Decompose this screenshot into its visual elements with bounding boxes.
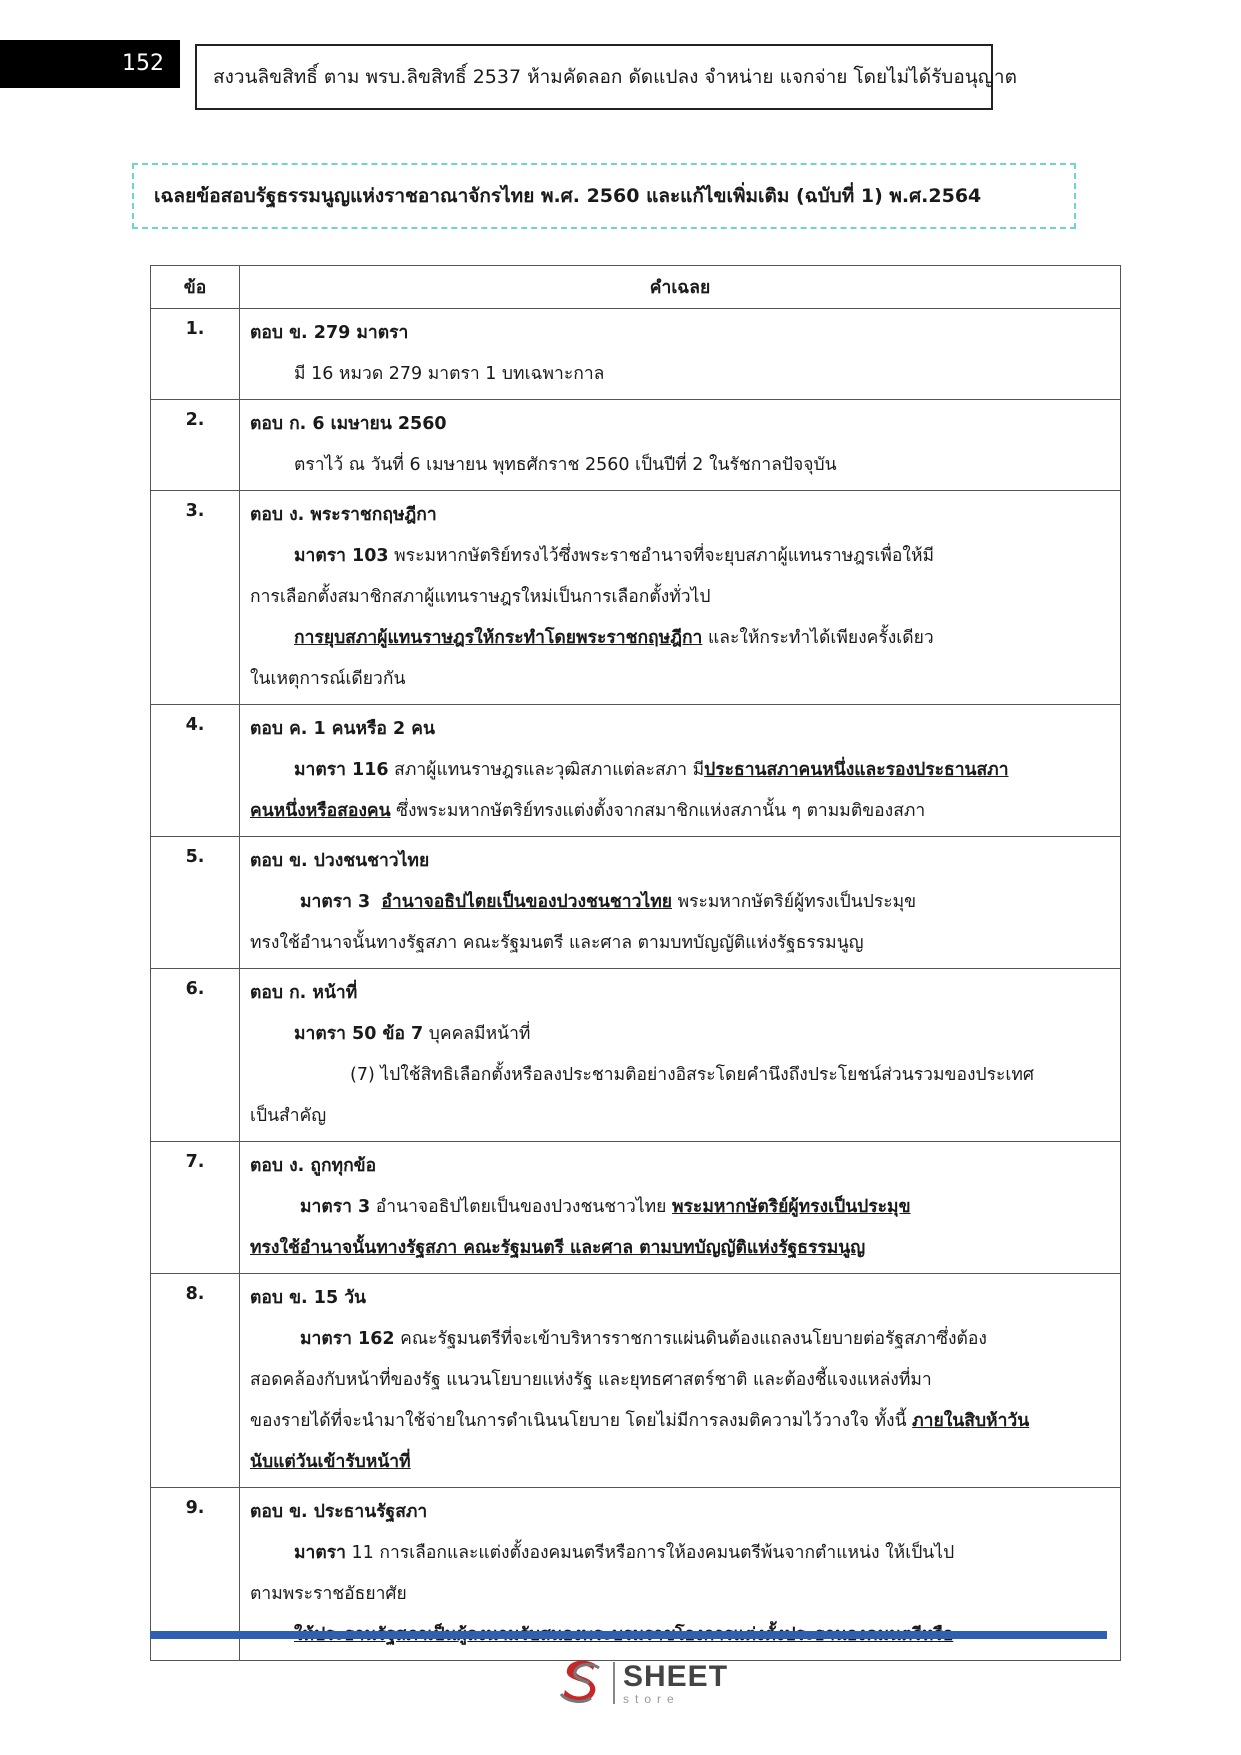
column-header-no: ข้อ — [151, 266, 240, 309]
explanation-line: ทรงใช้อำนาจนั้นทางรัฐสภา คณะรัฐมนตรี และศาล ตามบทบัญญัติแห่งรัฐธรรมนูญ — [250, 1238, 866, 1258]
row-number: 5. — [151, 837, 240, 969]
answer-choice: ตอบ ข. ประธานรัฐสภา — [250, 1502, 428, 1522]
explanation-line: (7) ไปใช้สิทธิเลือกตั้งหรือลงประชามติอย่างอิสระโดยคำนึงถึงประโยชน์ส่วนรวมของประเทศ — [350, 1065, 1035, 1085]
table-row — [151, 1274, 1121, 1488]
explanation-line — [250, 1014, 1110, 1055]
answer-choice: ตอบ ง. พระราชกฤษฎีกา — [250, 505, 437, 525]
section-label: มาตรา 116 — [294, 760, 389, 780]
sheet-logo-icon — [555, 1656, 607, 1710]
row-number: 3. — [151, 491, 240, 705]
section-label: มาตรา 3 — [300, 1197, 371, 1217]
row-answer-cell — [240, 837, 1121, 969]
copyright-notice: สงวนลิขสิทธิ์ ตาม พรบ.ลิขสิทธิ์ 2537 ห้ามคัดลอก ดัดแปลง จำหน่าย แจกจ่าย โดยไม่ได้รับอนุญาต — [195, 44, 993, 110]
section-label: มาตรา 3 — [300, 892, 371, 912]
explanation-line: เป็นสำคัญ — [250, 1106, 327, 1126]
section-label: มาตรา 50 ข้อ 7 — [294, 1024, 424, 1044]
answer-choice: ตอบ ข. 279 มาตรา — [250, 323, 409, 343]
sheet-store-logo — [555, 1658, 728, 1708]
table-row — [151, 309, 1121, 400]
explanation-line — [250, 618, 1110, 659]
logo-subtext: store — [623, 1691, 680, 1706]
explanation-text: อำนาจอธิปไตยเป็นของปวงชนชาวไทย — [370, 1197, 672, 1217]
explanation-text: 11 การเลือกและแต่งตั้งองคมนตรีหรือการให้องคมนตรีพ้นจากตำแหน่ง ให้เป็นไป — [345, 1543, 955, 1563]
table-row — [151, 400, 1121, 491]
explanation-line — [250, 536, 1110, 577]
table-row — [151, 969, 1121, 1142]
explanation-line: สอดคล้องกับหน้าที่ของรัฐ แนวนโยบายแห่งรัฐ และยุทธศาสตร์ชาติ และต้องชี้แจงแหล่งที่มา — [250, 1370, 932, 1390]
answer-choice: ตอบ ก. 6 เมษายน 2560 — [250, 414, 447, 434]
explanation-line: มี 16 หมวด 279 มาตรา 1 บทเฉพาะกาล — [294, 364, 605, 384]
footer-bar — [150, 1631, 1107, 1639]
highlighted-text: ภายในสิบห้าวัน — [912, 1411, 1030, 1431]
answer-choice: ตอบ ข. ปวงชนชาวไทย — [250, 851, 430, 871]
row-number: 4. — [151, 705, 240, 837]
row-number: 8. — [151, 1274, 240, 1488]
highlighted-text: การยุบสภาผู้แทนราษฎรให้กระทำโดยพระราชกฤษฎีกา — [294, 628, 703, 648]
explanation-text: คณะรัฐมนตรีที่จะเข้าบริหารราชการแผ่นดินต้องแถลงนโยบายต่อรัฐสภาซึ่งต้อง — [394, 1329, 987, 1349]
row-number: 6. — [151, 969, 240, 1142]
explanation-line: ในเหตุการณ์เดียวกัน — [250, 669, 406, 689]
row-number: 7. — [151, 1142, 240, 1274]
row-number: 1. — [151, 309, 240, 400]
explanation-line: นับแต่วันเข้ารับหน้าที่ — [250, 1452, 411, 1472]
row-answer-cell — [240, 400, 1121, 491]
answer-choice: ตอบ ข. 15 วัน — [250, 1288, 367, 1308]
row-number: 9. — [151, 1488, 240, 1661]
row-answer-cell — [240, 969, 1121, 1142]
answer-table — [150, 265, 1121, 1661]
row-answer-cell — [240, 309, 1121, 400]
highlighted-text: อำนาจอธิปไตยเป็นของปวงชนชาวไทย — [381, 892, 672, 912]
highlighted-text: ประธานสภาคนหนึ่งและรองประธานสภา — [704, 760, 1009, 780]
answer-choice: ตอบ ง. ถูกทุกข้อ — [250, 1156, 377, 1176]
logo-divider — [613, 1662, 615, 1704]
table-header-row — [151, 266, 1121, 309]
section-label: มาตรา 103 — [294, 546, 389, 566]
explanation-line — [250, 750, 1110, 791]
table-row — [151, 705, 1121, 837]
explanation-text: พระมหากษัตริย์ทรงไว้ซึ่งพระราชอำนาจที่จะยุบสภาผู้แทนราษฎรเพื่อให้มี — [388, 546, 935, 566]
table-row — [151, 1142, 1121, 1274]
explanation-line — [250, 1187, 1110, 1228]
table-row — [151, 837, 1121, 969]
row-number: 2. — [151, 400, 240, 491]
highlighted-text: คนหนึ่งหรือสองคน — [250, 801, 391, 821]
row-answer-cell — [240, 1142, 1121, 1274]
highlighted-text: พระมหากษัตริย์ผู้ทรงเป็นประมุข — [671, 1197, 911, 1217]
row-answer-cell — [240, 705, 1121, 837]
table-row — [151, 491, 1121, 705]
explanation-line: ตราไว้ ณ วันที่ 6 เมษายน พุทธศักราช 2560 เป็นปีที่ 2 ในรัชกาลปัจจุบัน — [294, 455, 837, 475]
row-answer-cell — [240, 491, 1121, 705]
explanation-line: ทรงใช้อำนาจนั้นทางรัฐสภา คณะรัฐมนตรี และศาล ตามบทบัญญัติแห่งรัฐธรรมนูญ — [250, 933, 864, 953]
explanation-text: บุคคลมีหน้าที่ — [423, 1024, 531, 1044]
explanation-line — [250, 882, 1110, 923]
explanation-line — [250, 791, 1110, 832]
explanation-text: สภาผู้แทนราษฎรและวุฒิสภาแต่ละสภา มี — [388, 760, 705, 780]
answer-choice: ตอบ ค. 1 คนหรือ 2 คน — [250, 719, 435, 739]
logo-wordmark: SHEET — [623, 1659, 729, 1693]
page-number: 152 — [0, 40, 180, 88]
explanation-line — [250, 1319, 1110, 1360]
page-title: เฉลยข้อสอบรัฐธรรมนูญแห่งราชอาณาจักรไทย พ.ศ. 2560 และแก้ไขเพิ่มเติม (ฉบับที่ 1) พ.ศ.2564 — [132, 163, 1076, 229]
explanation-line — [250, 1533, 1110, 1574]
section-label: มาตรา — [294, 1543, 346, 1563]
answer-choice: ตอบ ก. หน้าที่ — [250, 983, 358, 1003]
explanation-line — [250, 1401, 1110, 1442]
explanation-text: พระมหากษัตริย์ผู้ทรงเป็นประมุข — [672, 892, 917, 912]
explanation-text: และให้กระทำได้เพียงครั้งเดียว — [702, 628, 934, 648]
explanation-line: การเลือกตั้งสมาชิกสภาผู้แทนราษฎรใหม่เป็นการเลือกตั้งทั่วไป — [250, 587, 711, 607]
logo-text — [623, 1659, 729, 1706]
column-header-answer: คำเฉลย — [240, 266, 1121, 309]
row-answer-cell — [240, 1274, 1121, 1488]
section-label: มาตรา 162 — [300, 1329, 395, 1349]
explanation-text: ของรายได้ที่จะนำมาใช้จ่ายในการดำเนินนโยบาย โดยไม่มีการลงมติความไว้วางใจ ทั้งนี้ — [250, 1411, 913, 1431]
explanation-text: ซึ่งพระมหากษัตริย์ทรงแต่งตั้งจากสมาชิกแห่งสภานั้น ๆ ตามมติของสภา — [390, 801, 926, 821]
explanation-line: ตามพระราชอัธยาศัย — [250, 1584, 407, 1604]
